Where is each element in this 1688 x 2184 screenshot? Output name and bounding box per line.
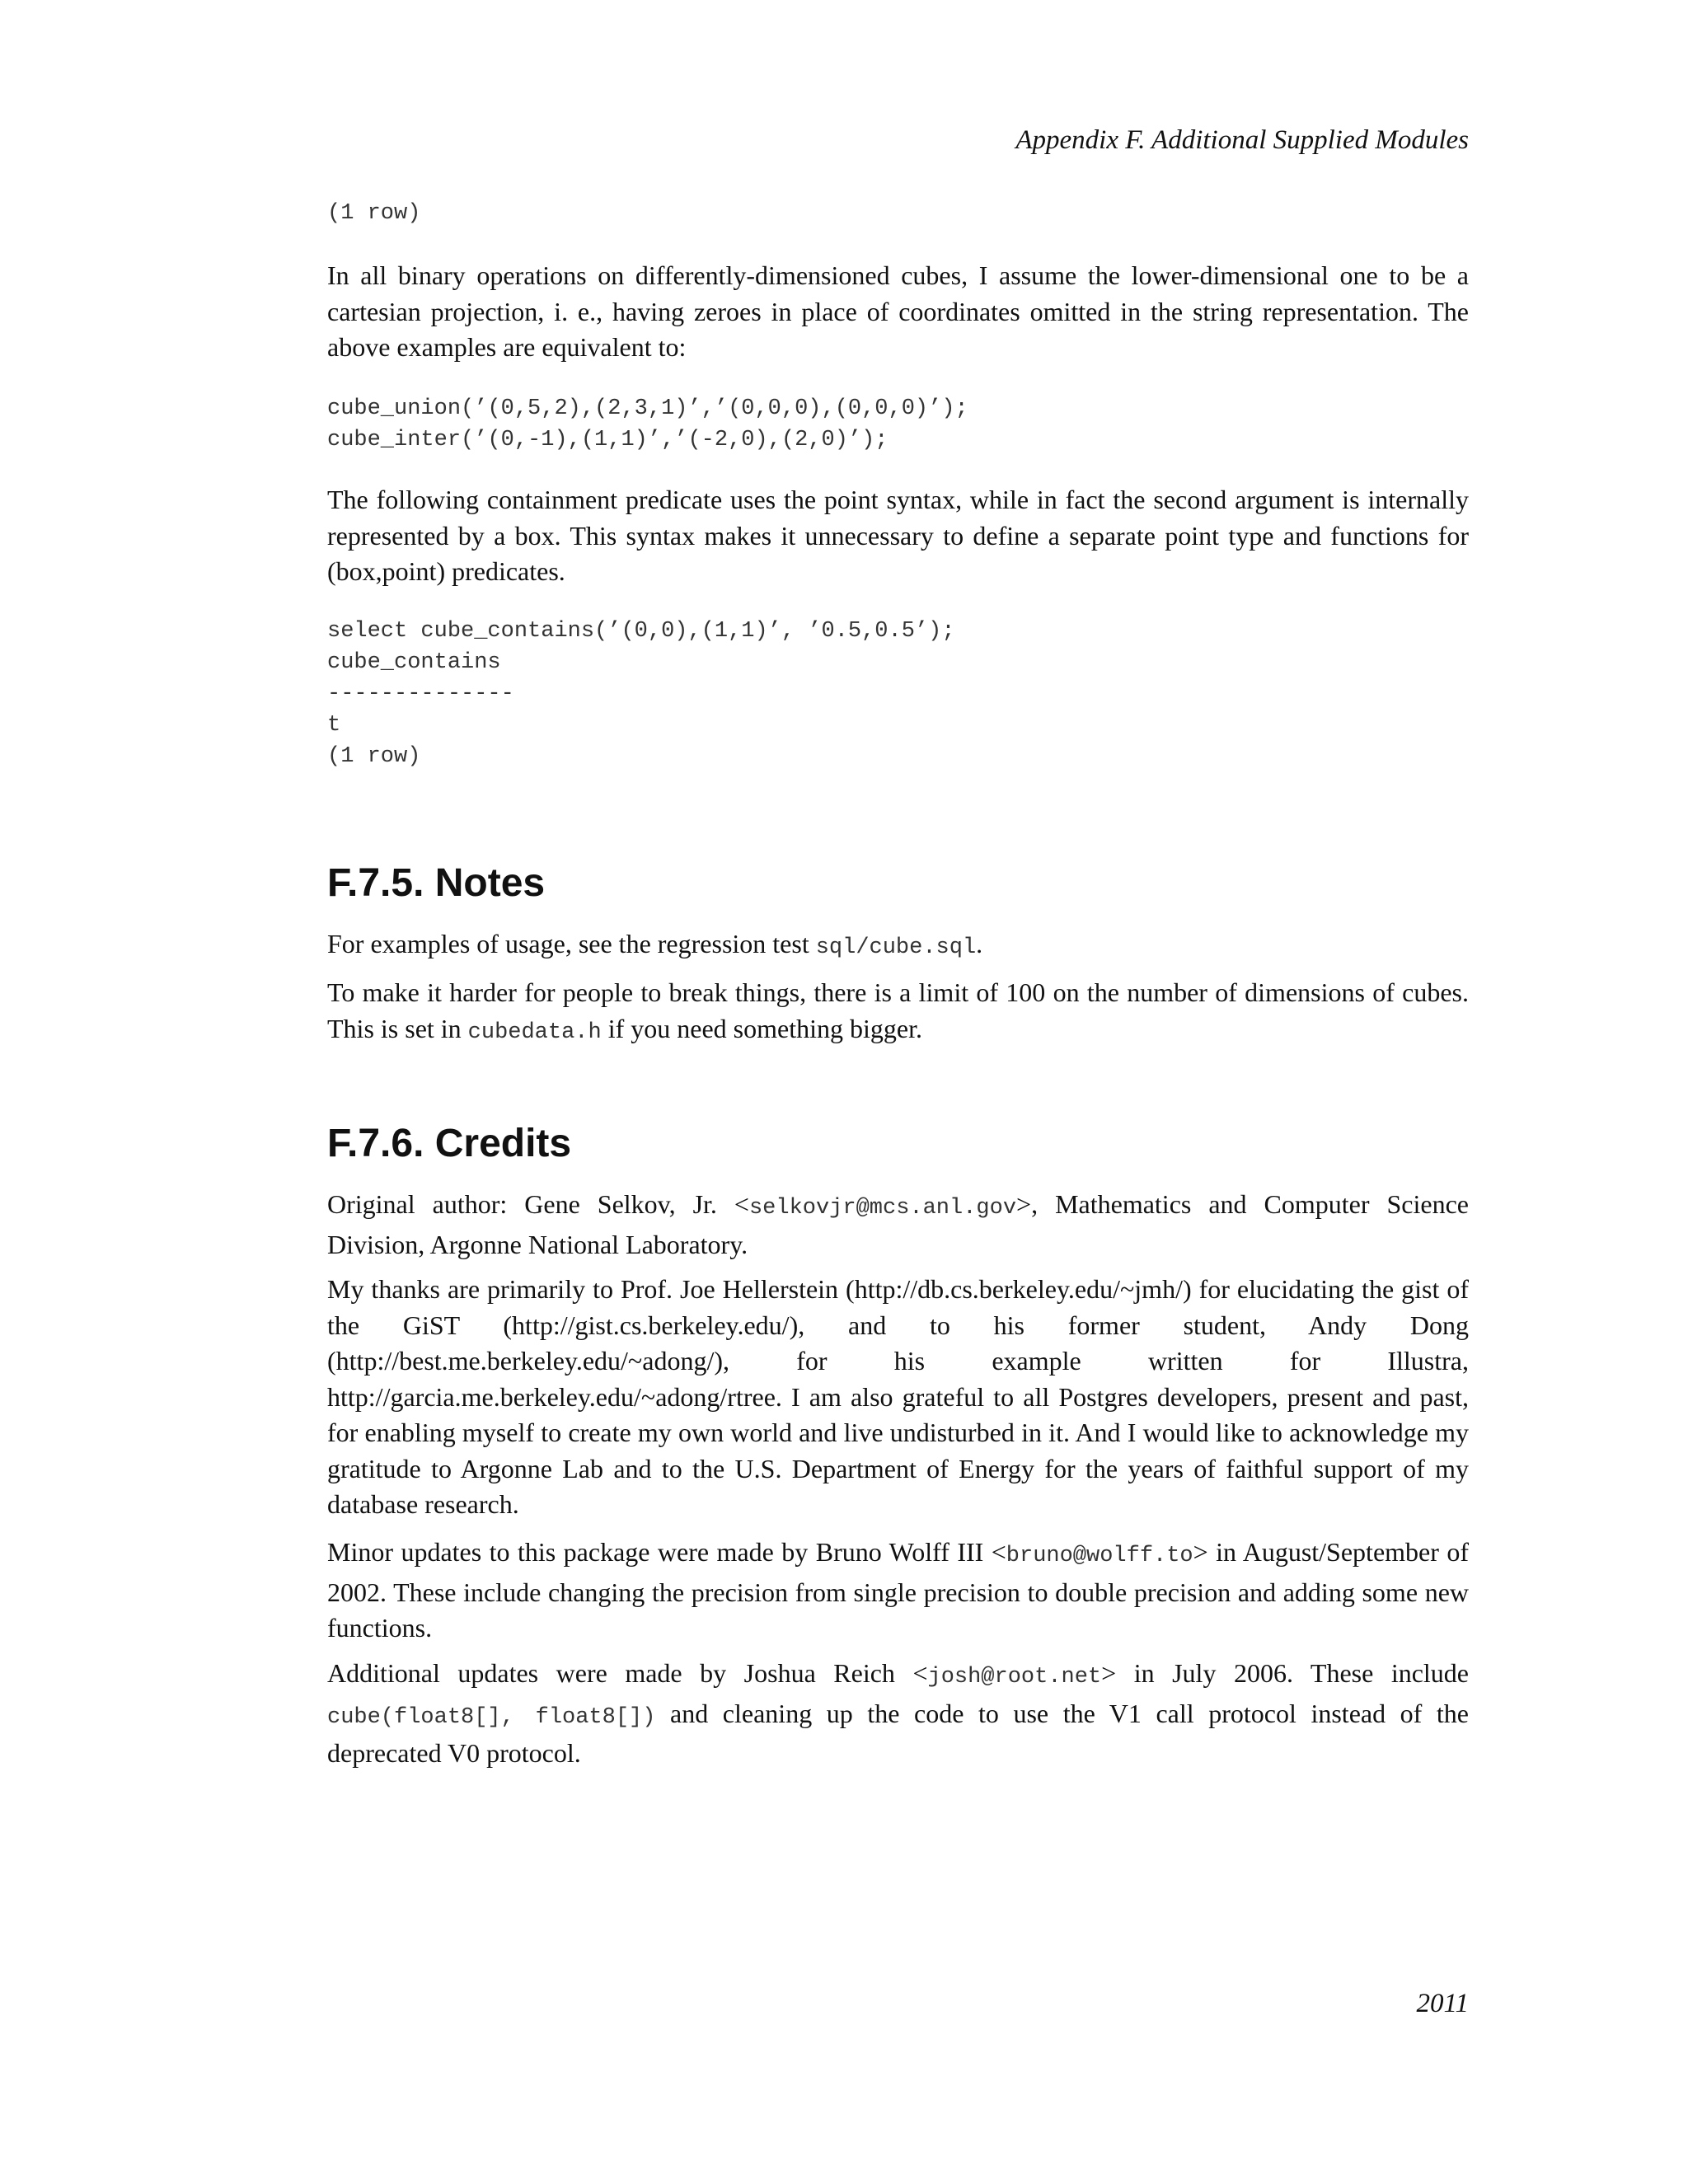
code-line: (1 row): [327, 744, 421, 769]
code-line: t: [327, 713, 341, 738]
text-run: Original author: Gene Selkov, Jr. <: [327, 1189, 749, 1219]
inline-code-email: josh@root.net: [927, 1665, 1102, 1690]
text-run: Additional updates were made by Joshua Reich <: [327, 1658, 928, 1688]
code-line: cube_union(’(0,5,2),(2,3,1)’,’(0,0,0),(0,0,0)’);: [327, 396, 968, 421]
inline-code-email: selkovjr@mcs.anl.gov: [748, 1196, 1017, 1221]
inline-code-file: cubedata.h: [467, 1019, 602, 1045]
running-header: Appendix F. Additional Supplied Modules: [1015, 125, 1469, 155]
text-run: To make it harder for people to break things, there is a limit of 100 on the number of dimensions of cubes. This is set in: [327, 977, 1469, 1043]
paragraph-notes-usage: [327, 926, 1469, 967]
code-line: --------------: [327, 682, 514, 706]
text-run: > in July 2006. These include: [1101, 1658, 1470, 1688]
paragraph-notes-limit: [327, 975, 1469, 1051]
paragraph-credits-minor-updates: [327, 1535, 1469, 1647]
page-number: 2011: [1416, 1989, 1469, 2018]
text-run: Minor updates to this package were made by Bruno Wolff III <: [327, 1537, 1006, 1567]
code-row-count: (1 row): [327, 201, 421, 226]
paragraph-credits-author: [327, 1187, 1469, 1263]
paragraph-containment: The following containment predicate uses the point syntax, while in fact the second argument is internally represented by a box. This syntax makes it unnecessary to define a separate point type and functions for (box,point) predicates.: [327, 485, 1469, 586]
section-heading-notes: F.7.5. Notes: [327, 861, 546, 905]
code-line: cube_inter(’(0,-1),(1,1)’,’(-2,0),(2,0)’);: [327, 428, 889, 452]
section-heading-credits: F.7.6. Credits: [327, 1122, 572, 1165]
code-line: cube_contains: [327, 650, 501, 675]
inline-code-email: bruno@wolff.to: [1006, 1544, 1193, 1568]
text-run: .: [976, 929, 983, 958]
text-run: and cleaning up the code to use the V1 call protocol instead of the deprecated V0 protocol.: [327, 1698, 1470, 1768]
paragraph-credits-thanks: My thanks are primarily to Prof. Joe Hellerstein (http://db.cs.berkeley.edu/~jmh/) for elucidating the gist of the GiST (http://gist.cs.berkeley.edu/), and to his former student, Andy Dong (http://best.me.berkeley.edu/~adong/), for his example written for Illustra, http://garcia.me.berkeley.edu/~adong/rtree. I am also grateful to all Postgres developers, present and past, for enabling myself to create my own world and live undisturbed in it. And I would like to acknowledge my gratitude to Argonne Lab and to the U.S. Department of Energy for the years of faithful support of my database research.: [327, 1274, 1469, 1519]
inline-code-function: cube(float8[], float8[]): [327, 1704, 656, 1730]
text-run: if you need something bigger.: [601, 1013, 922, 1043]
inline-code-file: sql/cube.sql: [815, 935, 977, 960]
text-run: > in August/September of 2002. These include changing the precision from single precision to double precision and adding some new functions.: [327, 1537, 1470, 1643]
code-block-contains: [327, 616, 955, 772]
code-block-equivalent: [327, 393, 968, 456]
text-run: For examples of usage, see the regression test: [327, 929, 816, 958]
code-line: select cube_contains(’(0,0),(1,1)’, ’0.5,0.5’);: [327, 619, 955, 644]
paragraph-credits-additional-updates: [327, 1656, 1469, 1772]
text-run: >, Mathematics and Computer Science Division, Argonne National Laboratory.: [327, 1189, 1470, 1259]
paragraph-binary-operations: In all binary operations on differently-dimensioned cubes, I assume the lower-dimensional one to be a cartesian projection, i. e., having zeroes in place of coordinates omitted in the string representation. The above examples are equivalent to:: [327, 260, 1469, 362]
